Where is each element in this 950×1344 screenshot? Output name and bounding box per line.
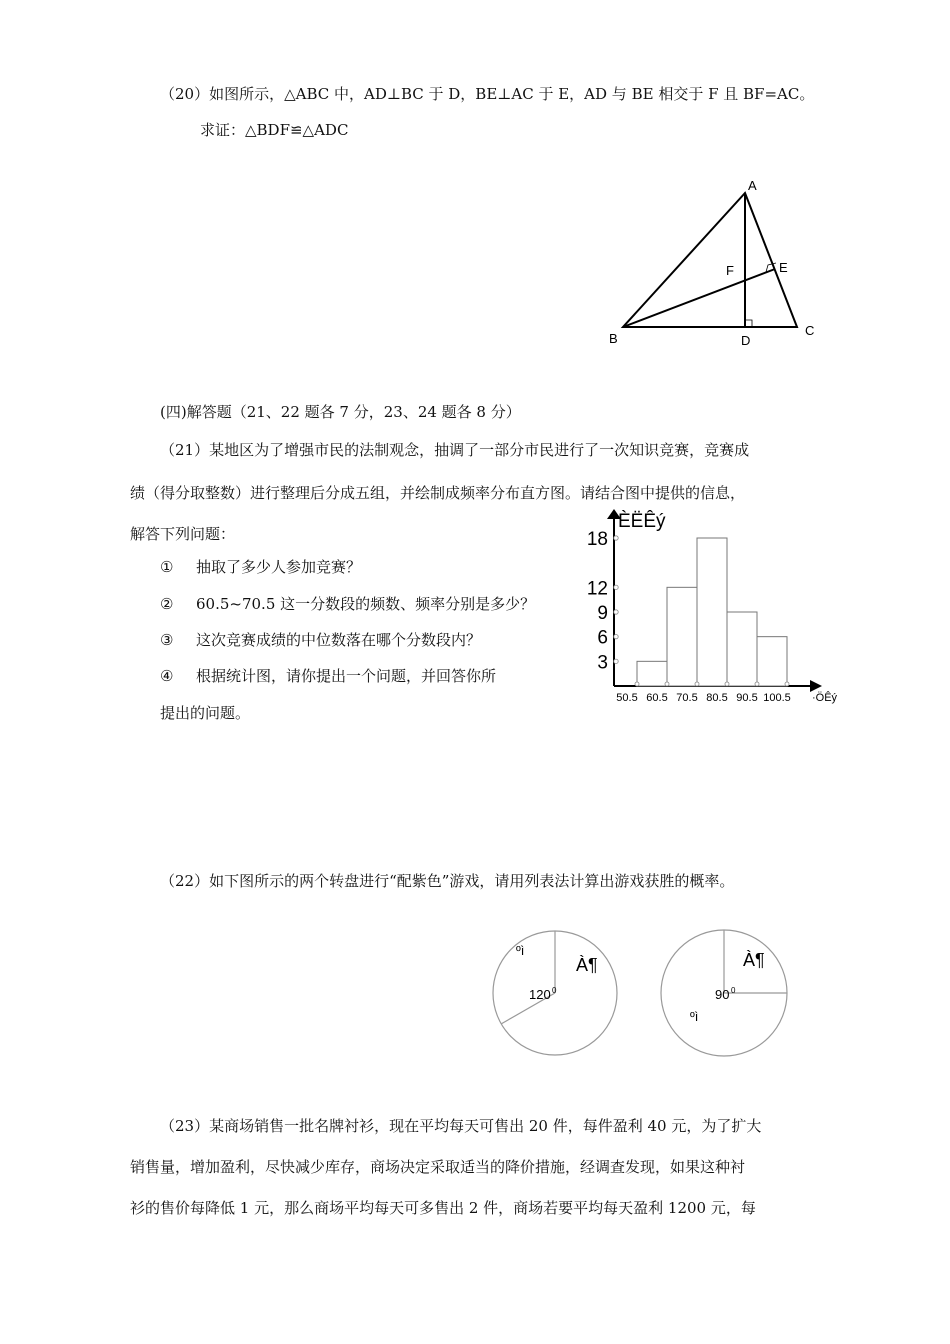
y-tick-label: 9 [597, 603, 608, 624]
histogram-bar [757, 637, 787, 686]
q21-line3: 解答下列问题： [130, 525, 236, 543]
q23-line3: 衫的售价每降低 1 元，那么商场平均每天可多售出 2 件，商场若要平均每天盈利 1200 元，每 [130, 1199, 756, 1217]
spinner1-blue-label: À¶ [576, 955, 598, 975]
x-axis-arrow [810, 680, 822, 692]
q20-line1: （20）如图所示，△ABC 中，AD⊥BC 于 D，BE⊥AC 于 E，AD 与 BE 相交于 F 且 BF=AC。 [160, 85, 815, 103]
y-tick-mark [614, 634, 618, 638]
q21-item4-cont: 提出的问题。 [160, 704, 251, 722]
x-tick-label: 70.5 [676, 692, 698, 704]
histogram-bar [667, 587, 697, 686]
y-tick-mark [614, 610, 618, 614]
frequency-histogram [570, 505, 842, 710]
q21-item2-num: ② [160, 595, 174, 613]
spinner-figure-2 [657, 926, 791, 1066]
q22-line1: （22）如下图所示的两个转盘进行“配紫色”游戏，请用列表法计算出游戏获胜的概率。 [160, 872, 735, 890]
histogram-bar [697, 538, 727, 686]
x-tick-mark [785, 682, 789, 686]
q21-item4-num: ④ [160, 667, 174, 685]
x-tick-label: 80.5 [706, 692, 728, 704]
right-angle-mark-d [745, 320, 752, 327]
x-tick-mark [755, 682, 759, 686]
q21-line2: 绩（得分取整数）进行整理后分成五组，并绘制成频率分布直方图。请结合图中提供的信息， [130, 484, 746, 502]
x-tick-label: 90.5 [736, 692, 758, 704]
q20-line2: 求证：△BDF≌△ADC [200, 121, 349, 139]
label-c: C [805, 323, 815, 338]
x-axis-label: ·ÖÊý [812, 692, 838, 704]
histogram-bar [727, 612, 757, 686]
y-tick-label: 12 [586, 578, 608, 600]
q21-item1-text: 抽取了多少人参加竞赛？ [196, 558, 362, 576]
spinner-figure-1 [488, 926, 622, 1060]
spinner2-angle: 90 [715, 987, 730, 1002]
y-axis-label: ÈËÊý [618, 511, 666, 532]
q23-line2: 销售量，增加盈利，尽快减少库存，商场决定采取适当的降价措施，经调查发现，如果这种衬 [130, 1158, 746, 1176]
x-tick-mark [635, 682, 639, 686]
q21-line1: （21）某地区为了增强市民的法制观念，抽调了一部分市民进行了一次知识竞赛，竞赛成 [160, 441, 750, 459]
spinner2-degree: 0 [731, 986, 736, 995]
q23-line1: （23）某商场销售一批名牌衬衫，现在平均每天可售出 20 件，每件盈利 40 元，为了扩大 [160, 1117, 762, 1135]
spinner2-blue-label: À¶ [743, 950, 765, 970]
spinner1-red-label: ºì [516, 943, 525, 958]
spinner2-red-label: ºì [690, 1009, 699, 1024]
triangle-abc [623, 193, 797, 327]
label-a: A [748, 178, 757, 193]
label-e: E [779, 260, 788, 275]
label-f: F [726, 263, 734, 278]
q21-item1-num: ① [160, 558, 174, 576]
y-tick-label: 18 [586, 529, 608, 550]
y-tick-mark [614, 585, 618, 589]
q21-item2-text: 60.5~70.5 这一分数段的频数、频率分别是多少？ [196, 595, 536, 613]
q21-item4-text: 根据统计图，请你提出一个问题，并回答你所 [196, 667, 497, 685]
x-tick-label: 50.5 [616, 692, 638, 704]
section4-heading: (四)解答题（21、22 题各 7 分，23、24 题各 8 分） [160, 403, 521, 421]
altitude-be [623, 269, 775, 327]
x-tick-mark [725, 682, 729, 686]
spinner1-angle: 120 [529, 987, 551, 1002]
y-tick-mark [614, 659, 618, 663]
y-tick-mark [614, 536, 618, 540]
y-tick-label: 3 [597, 652, 608, 674]
q21-item3-text: 这次竞赛成绩的中位数落在哪个分数段内？ [196, 631, 482, 649]
histogram-bar [637, 661, 667, 686]
label-b: B [609, 331, 618, 346]
label-d: D [741, 333, 751, 348]
y-tick-label: 6 [597, 627, 608, 649]
x-tick-mark [695, 682, 699, 686]
x-tick-label: 100.5 [763, 692, 791, 704]
spinner1-degree: 0 [552, 986, 557, 995]
x-tick-mark [665, 682, 669, 686]
triangle-figure [600, 175, 830, 355]
x-tick-label: 60.5 [646, 692, 668, 704]
q21-item3-num: ③ [160, 631, 174, 649]
